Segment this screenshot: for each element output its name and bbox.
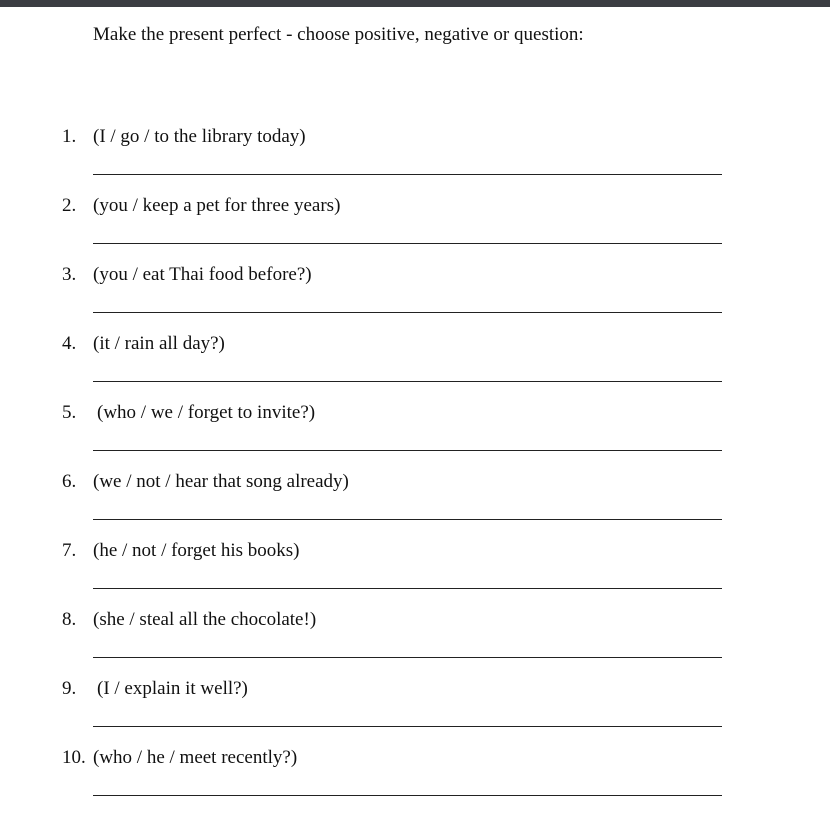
exercise-item (0, 677, 830, 746)
item-number: 2. (62, 195, 77, 216)
instruction-text: Make the present perfect - choose positive, negative or question: (93, 24, 584, 45)
worksheet-page (0, 7, 830, 809)
exercise-item (0, 125, 830, 194)
item-number: 3. (62, 264, 77, 285)
exercise-item (0, 746, 830, 815)
item-prompt: (he / not / forget his books) (93, 540, 300, 561)
answer-line[interactable] (93, 312, 722, 313)
answer-line[interactable] (93, 726, 722, 727)
item-number: 8. (62, 609, 77, 630)
answer-line[interactable] (93, 588, 722, 589)
answer-line[interactable] (93, 381, 722, 382)
viewer-top-bar (0, 0, 830, 7)
item-prompt: (you / eat Thai food before?) (93, 264, 312, 285)
exercise-item (0, 332, 830, 401)
item-prompt: (who / he / meet recently?) (93, 747, 298, 768)
item-number: 9. (62, 678, 77, 699)
item-number: 7. (62, 540, 77, 561)
exercise-item (0, 263, 830, 332)
item-number: 6. (62, 471, 77, 492)
answer-line[interactable] (93, 243, 722, 244)
item-number: 10. (62, 747, 86, 768)
item-prompt: (who / we / forget to invite?) (97, 402, 316, 423)
item-number: 1. (62, 126, 77, 147)
exercise-item (0, 470, 830, 539)
answer-line[interactable] (93, 795, 722, 796)
item-number: 5. (62, 402, 77, 423)
answer-line[interactable] (93, 450, 722, 451)
exercise-item (0, 194, 830, 263)
answer-line[interactable] (93, 519, 722, 520)
item-prompt: (we / not / hear that song already) (93, 471, 349, 492)
answer-line[interactable] (93, 657, 722, 658)
item-number: 4. (62, 333, 77, 354)
exercise-item (0, 539, 830, 608)
item-prompt: (it / rain all day?) (93, 333, 225, 354)
exercise-item (0, 608, 830, 677)
answer-line[interactable] (93, 174, 722, 175)
item-prompt: (I / go / to the library today) (93, 126, 306, 147)
item-prompt: (she / steal all the chocolate!) (93, 609, 317, 630)
item-prompt: (I / explain it well?) (97, 678, 248, 699)
item-prompt: (you / keep a pet for three years) (93, 195, 341, 216)
exercise-item (0, 401, 830, 470)
